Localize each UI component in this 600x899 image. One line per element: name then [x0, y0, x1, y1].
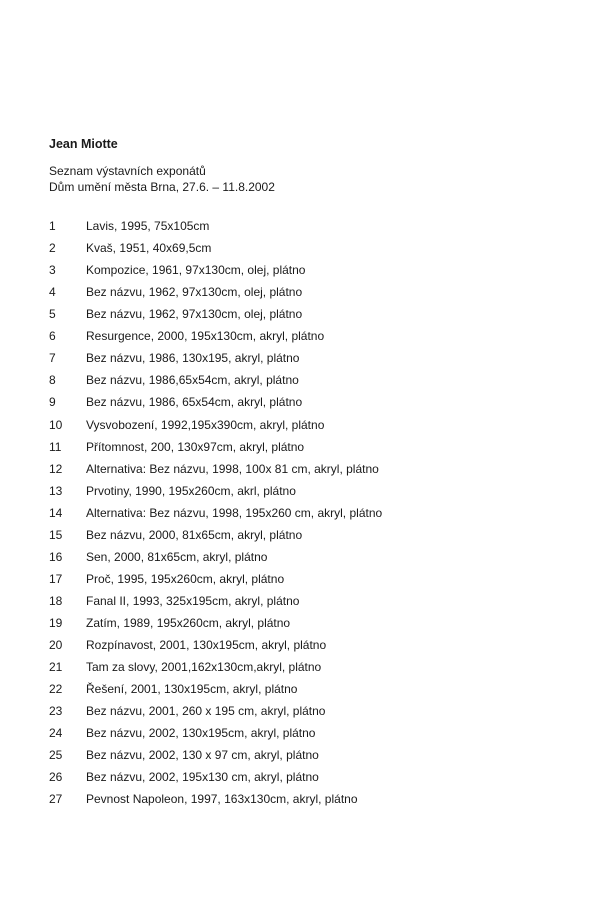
item-description: Bez názvu, 1986, 65x54cm, akryl, plátno [86, 395, 303, 410]
item-description: Bez názvu, 2001, 260 x 195 cm, akryl, plátno [86, 704, 326, 719]
list-item [0, 284, 600, 300]
item-number: 8 [49, 373, 56, 388]
item-number: 10 [49, 417, 63, 432]
item-description: Sen, 2000, 81x65cm, akryl, plátno [86, 549, 268, 564]
item-number: 15 [49, 527, 63, 542]
item-description: Bez názvu, 2002, 195x130 cm, akryl, plátno [86, 770, 319, 785]
item-number: 5 [49, 307, 56, 322]
item-description: Bez názvu, 1962, 97x130cm, olej, plátno [86, 307, 303, 322]
item-description: Bez názvu, 1986, 130x195, akryl, plátno [86, 351, 300, 366]
item-description: Kvaš, 1951, 40x69,5cm [86, 241, 212, 256]
item-description: Zatím, 1989, 195x260cm, akryl, plátno [86, 615, 291, 630]
list-item [0, 747, 600, 763]
list-item [0, 769, 600, 785]
item-description: Bez názvu, 1962, 97x130cm, olej, plátno [86, 285, 303, 300]
item-number: 23 [49, 704, 63, 719]
list-item [0, 681, 600, 697]
list-item [0, 417, 600, 433]
item-description: Proč, 1995, 195x260cm, akryl, plátno [86, 571, 285, 586]
author-name: Jean Miotte [49, 137, 118, 151]
item-description: Alternativa: Bez názvu, 1998, 100x 81 cm, akryl, plátno [86, 461, 379, 476]
item-description: Bez názvu, 2000, 81x65cm, akryl, plátno [86, 527, 303, 542]
item-description: Bez názvu, 1986,65x54cm, akryl, plátno [86, 373, 299, 388]
list-item [0, 659, 600, 675]
list-item [0, 505, 600, 521]
list-item [0, 549, 600, 565]
list-item [0, 615, 600, 631]
item-number: 19 [49, 615, 63, 630]
item-description: Vysvobození, 1992,195x390cm, akryl, plátno [86, 417, 325, 432]
item-description: Bez názvu, 2002, 130x195cm, akryl, plátno [86, 726, 316, 741]
list-item [0, 527, 600, 543]
list-title: Seznam výstavních exponátů [49, 164, 206, 178]
list-item [0, 372, 600, 388]
list-item [0, 350, 600, 366]
item-number: 18 [49, 593, 63, 608]
item-description: Kompozice, 1961, 97x130cm, olej, plátno [86, 263, 306, 278]
list-item [0, 240, 600, 256]
item-number: 11 [49, 439, 62, 454]
item-description: Bez názvu, 2002, 130 x 97 cm, akryl, plátno [86, 748, 319, 763]
item-number: 16 [49, 549, 63, 564]
item-number: 1 [49, 219, 56, 233]
list-item [0, 571, 600, 587]
item-number: 26 [49, 770, 63, 785]
item-description: Tam za slovy, 2001,162x130cm,akryl, plátno [86, 660, 322, 674]
list-item [0, 439, 600, 455]
item-number: 20 [49, 638, 63, 652]
item-description: Resurgence, 2000, 195x130cm, akryl, plátno [86, 329, 325, 344]
item-number: 27 [49, 792, 63, 807]
item-number: 25 [49, 748, 63, 763]
list-item [0, 637, 600, 653]
item-number: 9 [49, 395, 56, 410]
list-item [0, 262, 600, 278]
item-number: 2 [49, 241, 56, 256]
item-description: Fanal II, 1993, 325x195cm, akryl, plátno [86, 593, 300, 608]
item-number: 6 [49, 329, 56, 344]
list-item [0, 593, 600, 609]
list-item [0, 328, 600, 344]
item-number: 3 [49, 263, 56, 278]
list-item [0, 461, 600, 477]
list-item [0, 703, 600, 719]
list-item [0, 725, 600, 741]
list-item [0, 791, 600, 807]
item-description: Alternativa: Bez názvu, 1998, 195x260 cm, akryl, plátno [86, 505, 383, 520]
item-number: 14 [49, 505, 63, 520]
item-number: 21 [49, 660, 63, 674]
item-description: Řešení, 2001, 130x195cm, akryl, plátno [86, 682, 298, 696]
item-number: 4 [49, 285, 56, 300]
item-description: Pevnost Napoleon, 1997, 163x130cm, akryl, plátno [86, 792, 358, 807]
item-number: 22 [49, 682, 63, 696]
list-item [0, 483, 600, 499]
item-description: Přítomnost, 200, 130x97cm, akryl, plátno [86, 439, 305, 454]
exhibition-venue-dates: Dům umění města Brna, 27.6. – 11.8.2002 [49, 180, 275, 194]
item-number: 17 [49, 571, 63, 586]
list-item [0, 306, 600, 322]
item-number: 7 [49, 351, 56, 366]
item-description: Rozpínavost, 2001, 130x195cm, akryl, plátno [86, 638, 327, 652]
item-description: Lavis, 1995, 75x105cm [86, 219, 210, 233]
item-number: 12 [49, 461, 63, 476]
item-number: 24 [49, 726, 63, 741]
list-item [0, 218, 600, 234]
item-number: 13 [49, 483, 63, 498]
list-item [0, 394, 600, 410]
item-description: Prvotiny, 1990, 195x260cm, akrl, plátno [86, 483, 296, 498]
